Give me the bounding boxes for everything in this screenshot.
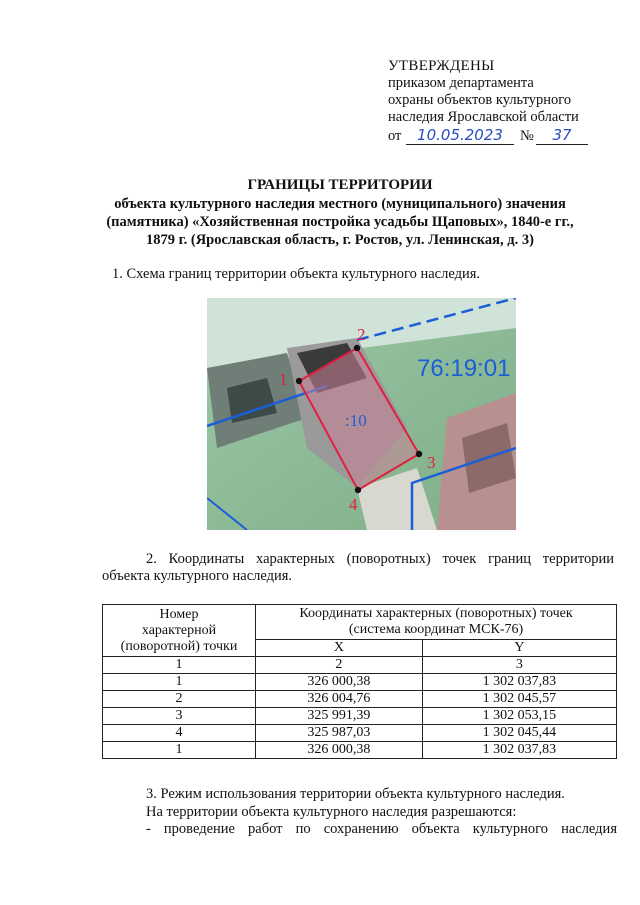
approval-line-3: наследия Ярославской области [388, 109, 579, 125]
order-line [388, 126, 618, 146]
from-label: от [388, 128, 402, 144]
cadastral-block-label: 76:19:01 [417, 355, 511, 382]
table-cell: 1 [103, 657, 256, 674]
point-header-line-1: Номер [159, 606, 199, 622]
approval-title: УТВЕРЖДЕНЫ [388, 58, 495, 74]
point-label-3: 3 [427, 453, 436, 472]
table-cell: 326 004,76 [256, 691, 423, 708]
order-number: 37 [536, 126, 588, 145]
boundary-point-4 [355, 487, 361, 493]
table-row [103, 691, 617, 708]
parcel-label: :10 [345, 411, 367, 430]
point-label-2: 2 [357, 325, 366, 344]
section-3-line-2: На территории объекта культурного наследия разрешаются: [146, 803, 517, 820]
table-cell: 326 000,38 [256, 674, 423, 691]
boundary-point-1 [296, 378, 302, 384]
heading-line-1: объекта культурного наследия местного (муниципального) значения [114, 196, 566, 212]
point-header-line-3: (поворотной) точки [120, 638, 238, 654]
table-row [103, 708, 617, 725]
y-header: Y [422, 640, 616, 657]
order-date: 10.05.2023 [406, 126, 514, 145]
table-cell: 1 302 045,57 [422, 691, 616, 708]
approval-line-1: приказом департамента [388, 75, 534, 91]
boundary-point-3 [416, 451, 422, 457]
table-row [103, 725, 617, 742]
table-row [103, 674, 617, 691]
coords-header [256, 605, 617, 640]
document-heading [60, 176, 620, 249]
table-cell: 1 302 045,44 [422, 725, 616, 742]
coordinates-table [102, 604, 617, 759]
x-header: X [256, 640, 423, 657]
coords-header-line-1: Координаты характерных (поворотных) точек [299, 606, 573, 621]
table-cell: 325 991,39 [256, 708, 423, 725]
table-cell: 1 [103, 674, 256, 691]
point-header-line-2: характерной [141, 622, 217, 638]
table-cell: 1 302 037,83 [422, 742, 616, 759]
approval-block [388, 58, 618, 146]
section-1-text: 1. Схема границ территории объекта культурного наследия. [112, 266, 481, 282]
approval-line-2: охраны объектов культурного [388, 92, 572, 108]
map-image [207, 298, 516, 530]
table-cell: 1 302 037,83 [422, 674, 616, 691]
section-3-line-3: - проведение работ по сохранению объекта культурного наследия [146, 821, 617, 837]
boundary-scheme-map [207, 298, 516, 530]
document-title: ГРАНИЦЫ ТЕРРИТОРИИ [247, 177, 433, 193]
table-cell: 4 [103, 725, 256, 742]
coords-header-line-2: (система координат МСК-76) [348, 622, 524, 637]
point-label-1: 1 [279, 370, 288, 389]
section-3-line-1: 3. Режим использования территории объекта культурного наследия. [146, 786, 565, 802]
col-point-number-header [103, 605, 256, 657]
table-row [103, 742, 617, 759]
point-label-4: 4 [349, 495, 358, 514]
table-index-row [103, 657, 617, 674]
heading-line-3: 1879 г. (Ярославская область, г. Ростов, ул. Ленинская, д. 3) [146, 232, 534, 248]
section-2-line-1: 2. Координаты характерных (поворотных) точек границ территории [146, 551, 614, 567]
boundary-point-2 [354, 345, 360, 351]
table-cell: 3 [422, 657, 616, 674]
table-cell: 1 302 053,15 [422, 708, 616, 725]
table-cell: 1 [103, 742, 256, 759]
table-cell: 3 [103, 708, 256, 725]
table-cell: 325 987,03 [256, 725, 423, 742]
heading-line-2: (памятника) «Хозяйственная постройка усадьбы Щаповых», 1840-е гг., [106, 214, 574, 230]
table-cell: 2 [256, 657, 423, 674]
table-cell: 326 000,38 [256, 742, 423, 759]
number-label: № [520, 128, 534, 144]
table-cell: 2 [103, 691, 256, 708]
section-3 [102, 786, 617, 839]
section-2-line-2: объекта культурного наследия. [102, 568, 293, 584]
